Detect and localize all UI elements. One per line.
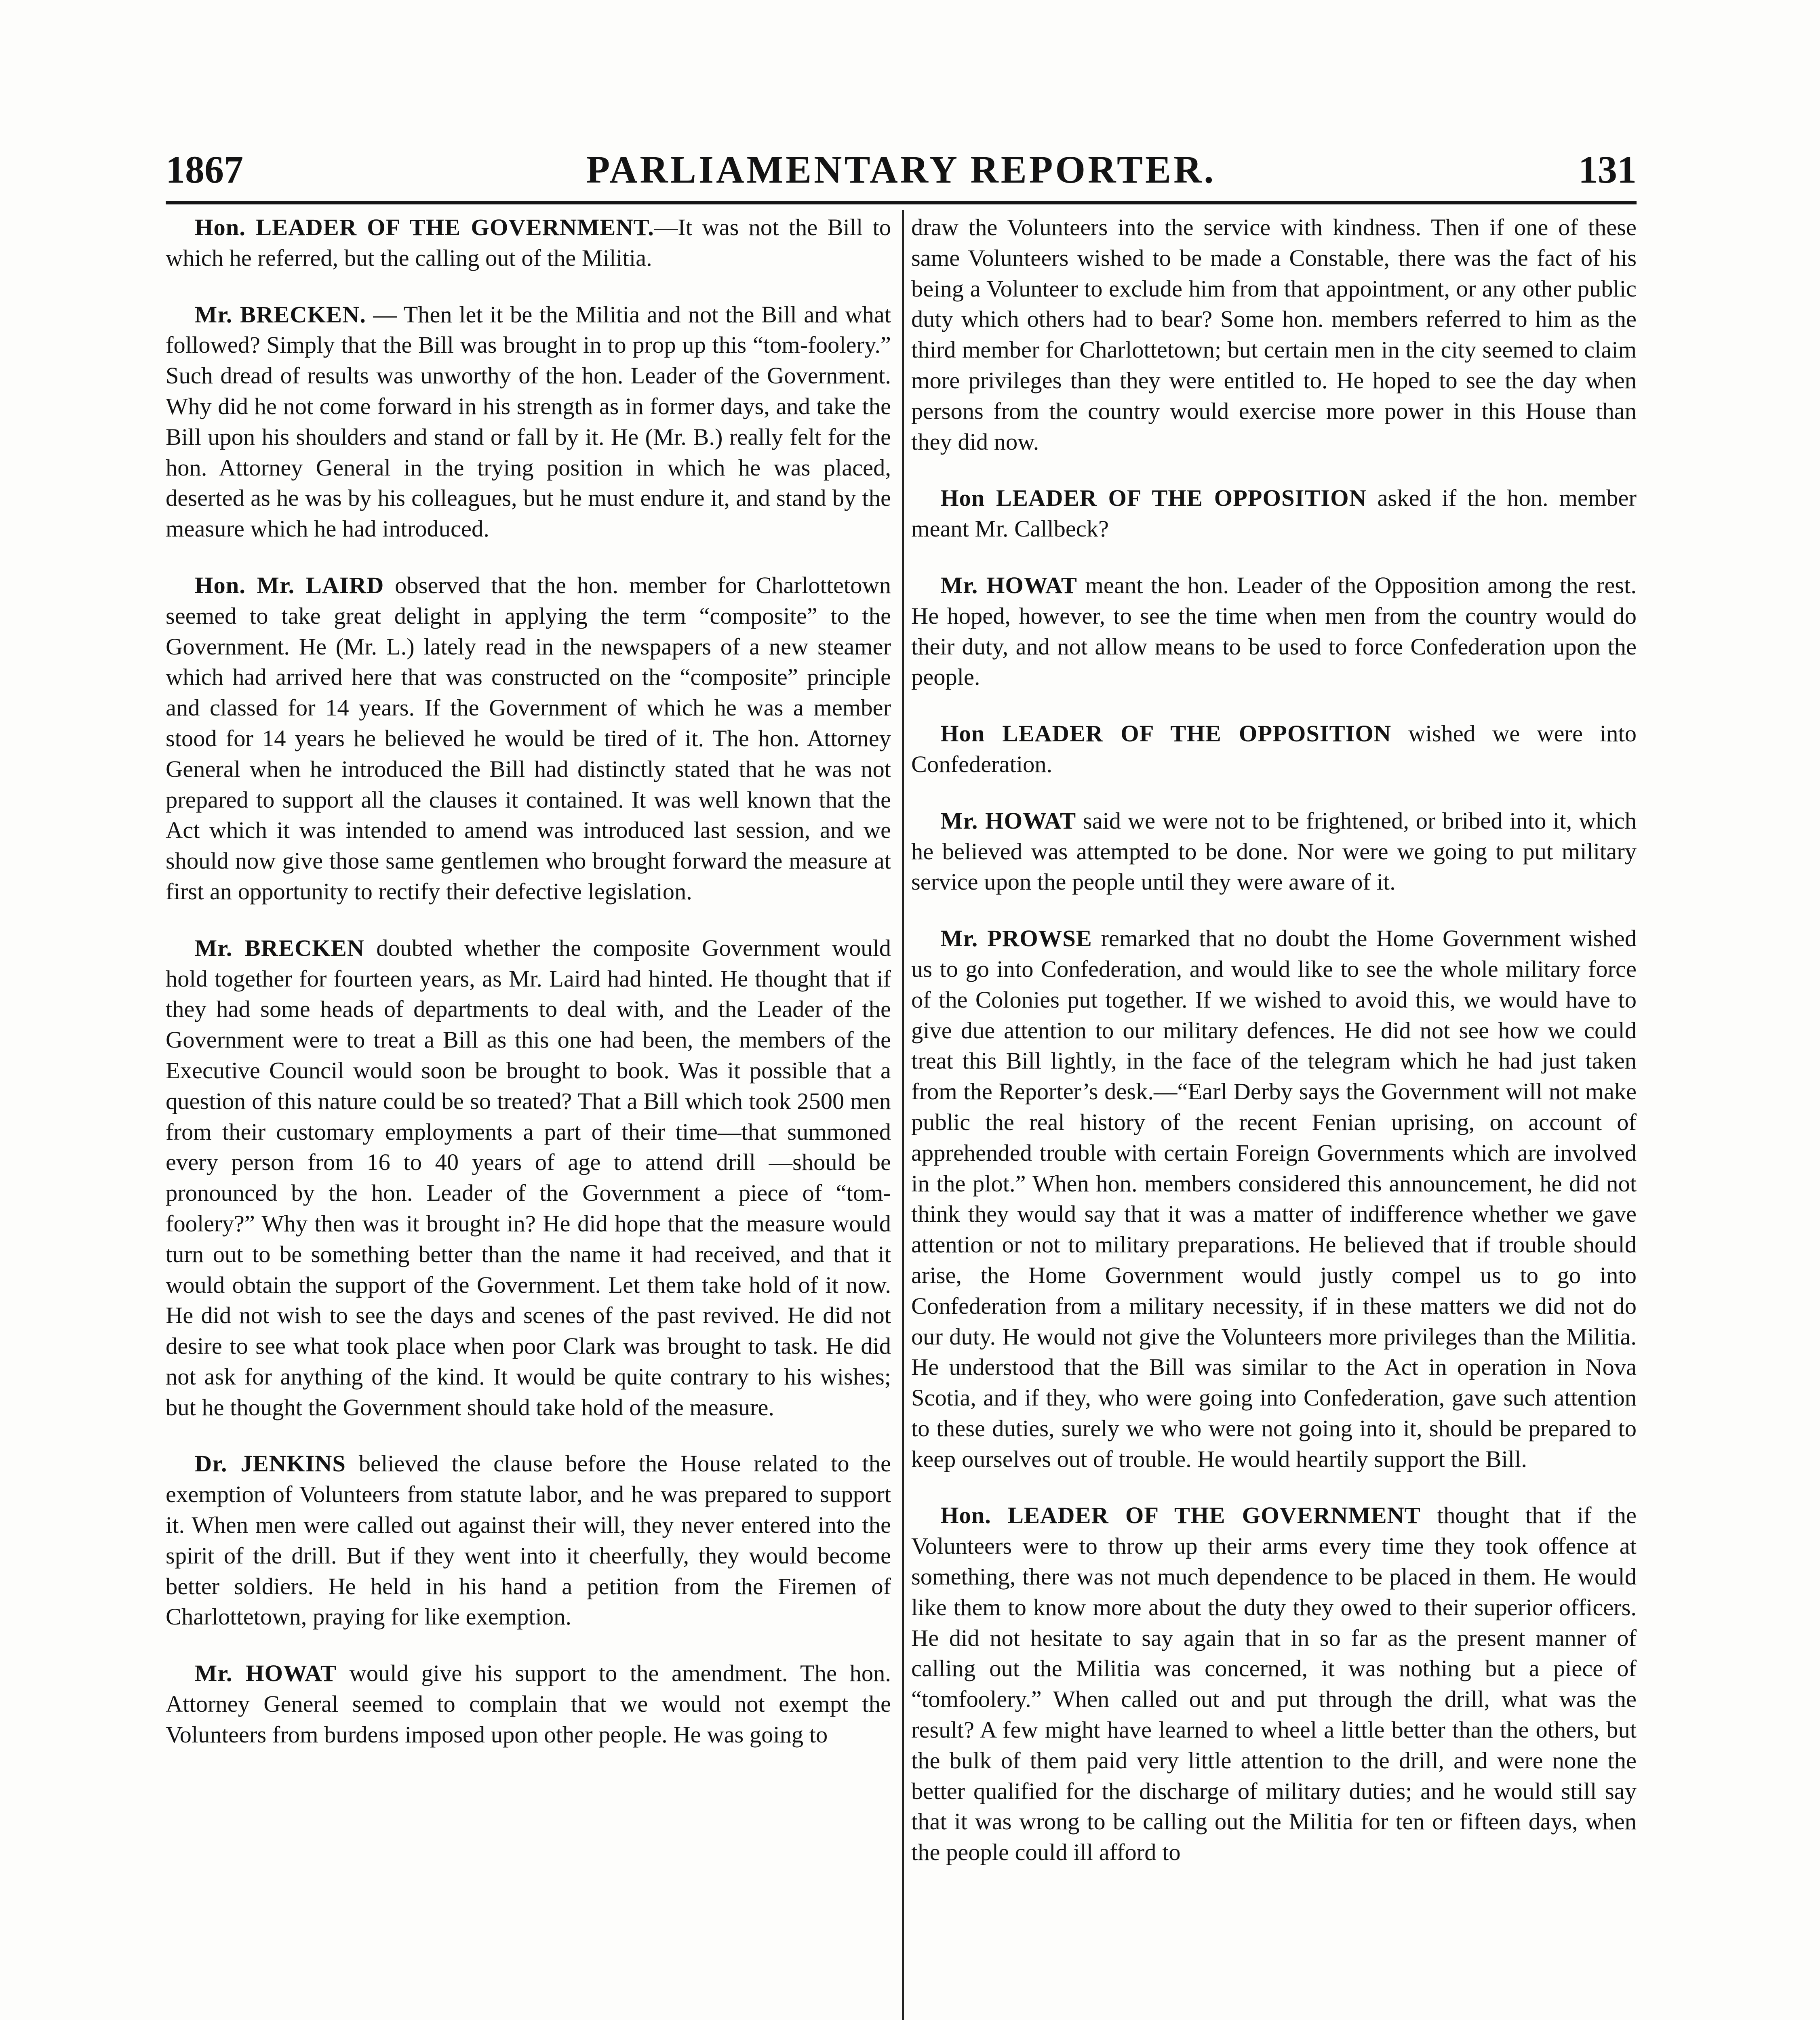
speech-text: thought that if the Volunteers were to throw up their arms every time they took offence at something, there was not much dependence to be placed in them. He would like them to know more about the duty they owed to their superior officers. He did not hesitate to say again that in so far as the present manner of calling out the Militia was concerned, it was nothing but a piece of “tomfoolery.” When called out and put through the drill, what was the result? A few might have learned to wheel a little better than the others, but the bulk of them paid very little attention to the drill, and were none the better qualified for the discharge of military duties; and he would still say that it was wrong to be calling out the Militia for ten or fifteen days, when the people could ill afford to xyxy=(911,1502,1637,1866)
speaker-name: Hon. LEADER OF THE GOVERNMENT xyxy=(940,1502,1421,1529)
speech-paragraph xyxy=(166,299,891,544)
speaker-name: Mr. BRECKEN. xyxy=(195,301,366,328)
page-header-year: 1867 xyxy=(166,148,243,191)
speech-text: meant the hon. Leader of the Opposition among the rest. He hoped, however, to see the time when men from the country would do their duty, and not allow means to be used to force Confederation upon the people. xyxy=(911,572,1637,690)
speech-paragraph xyxy=(911,806,1637,897)
page-number: 131 xyxy=(1578,148,1637,191)
speech-paragraph xyxy=(911,570,1637,692)
speech-paragraph xyxy=(166,1658,891,1750)
speech-text: observed that the hon. member for Charlottetown seemed to take great delight in applying the term “composite” to the Government. He (Mr. L.) lately read in the newspapers of a new steamer which had arrived here that was constructed on the “composite” principle and classed for 14 years. If the Government of which he was a member stood for 14 years he believed he would be tired of it. The hon. Attorney General when he introduced the Bill had distinctly stated that he was not prepared to support all the clauses it contained. It was well known that the Act which it was intended to amend was introduced last session, and we should now give those same gentlemen who brought forward the measure at first an opportunity to rectify their defective legislation. xyxy=(166,572,891,905)
left-column xyxy=(166,212,891,2020)
page-header-title: PARLIAMENTARY REPORTER. xyxy=(586,148,1216,191)
speaker-name: Mr. PROWSE xyxy=(940,925,1092,952)
speech-paragraph xyxy=(166,212,891,274)
speech-paragraph xyxy=(911,1500,1637,1868)
right-column xyxy=(911,212,1637,2020)
speaker-name: Hon LEADER OF THE OPPOSITION xyxy=(940,720,1392,747)
speech-paragraph xyxy=(166,933,891,1423)
speech-paragraph xyxy=(911,483,1637,544)
speaker-name: Mr. HOWAT xyxy=(195,1660,337,1687)
speech-paragraph xyxy=(911,923,1637,1474)
speech-text: wished we were into Confederation. xyxy=(911,720,1637,777)
speaker-name: Hon LEADER OF THE OPPOSITION xyxy=(940,485,1367,511)
speech-paragraph xyxy=(911,718,1637,780)
column-divider xyxy=(902,210,904,2020)
speech-text: said we were not to be frightened, or bribed into it, which he believed was attempted to be done. Nor were we going to put military service upon the people until they were aware of it. xyxy=(911,807,1637,895)
header-rule xyxy=(166,201,1637,204)
speech-text: —It was not the Bill to which he referred, but the calling out of the Militia. xyxy=(166,214,891,271)
speech-text: would give his support to the amendment. The hon. Attorney General seemed to complain that we would not exempt the Volunteers from burdens imposed upon other people. He was going to xyxy=(166,1660,891,1748)
speaker-name: Mr. BRECKEN xyxy=(195,934,364,961)
speech-text: draw the Volunteers into the service with kindness. Then if one of these same Volunteers wished to be made a Constable, there was the fact of his being a Volunteer to exclude him from that appointment, or any other public duty which others had to bear? Some hon. members referred to him as the third member for Charlottetown; but certain men in the city seemed to claim more privileges than they were entitled to. He hoped to see the day when persons from the country would exercise more power in this House than they did now. xyxy=(911,214,1637,455)
speech-paragraph xyxy=(166,570,891,907)
speaker-name: Hon. Mr. LAIRD xyxy=(195,572,384,598)
speech-text: believed the clause before the House related to the exemption of Volunteers from statute labor, and he was prepared to support it. When men were called out against their will, they never entered into the spirit of the drill. But if they went into it cheerfully, they would become better soldiers. He held in his hand a petition from the Firemen of Charlottetown, praying for like exemption. xyxy=(166,1450,891,1630)
speech-continuation xyxy=(911,212,1637,457)
page-header xyxy=(166,145,1637,194)
speech-text: — Then let it be the Militia and not the Bill and what followed? Simply that the Bill was brought in to prop up this “tom-foolery.” Such dread of results was unworthy of the hon. Leader of the Government. Why did he not come forward in his strength as in former days, and take the Bill upon his shoulders and stand or fall by it. He (Mr. B.) really felt for the hon. Attorney General in the trying position in which he was placed, deserted as he was by his colleagues, but he must endure it, and stand by the measure which he had introduced. xyxy=(166,301,891,542)
speech-paragraph xyxy=(166,1448,891,1632)
speaker-name: Mr. HOWAT xyxy=(940,572,1077,598)
speech-text: asked if the hon. member meant Mr. Callbeck? xyxy=(911,485,1637,542)
speaker-name: Mr. HOWAT xyxy=(940,807,1076,834)
speech-text: doubted whether the composite Government would hold together for fourteen years, as Mr. Laird had hinted. He thought that if they had some heads of departments to deal with, and the Leader of the Government were to treat a Bill as this one had been, the members of the Executive Council would soon be brought to book. Was it possible that a question of this nature could be so treated? That a Bill which took 2500 men from their customary employments a part of their time—that summoned every person from 16 to 40 years of age to attend drill —should be pronounced by the hon. Leader of the Government a piece of “tom-foolery?” Why then was it brought in? He did hope that the measure would turn out to be something better than the name it had received, and that it would obtain the support of the Government. Let them take hold of it now. He did not wish to see the days and scenes of the past revived. He did not desire to see what took place when poor Clark was brought to task. He did not ask for anything of the kind. It would be quite contrary to his wishes; but he thought the Government should take hold of the measure. xyxy=(166,934,891,1420)
speaker-name: Hon. LEADER OF THE GOVERNMENT. xyxy=(195,214,654,240)
speaker-name: Dr. JENKINS xyxy=(195,1450,346,1477)
speech-text: remarked that no doubt the Home Government wished us to go into Confederation, and would like to see the whole military force of the Colonies put together. If we wished to avoid this, we would have to give due attention to our military defences. He did not see how we could treat this Bill lightly, in the face of the telegram which he had just taken from the Reporter’s desk.—“Earl Derby says the Government will not make public the real history of the recent Fenian uprising, on account of apprehended trouble with certain Foreign Governments which are involved in the plot.” When hon. members considered this announcement, he did not think they would say that it was a matter of indifference whether we gave attention or not to military preparations. He believed that if trouble should arise, the Home Government would justly compel us to go into Confederation from a military necessity, if in these matters we did not do our duty. He would not give the Volunteers more privileges than the Militia. He understood that the Bill was similar to the Act in operation in Nova Scotia, and if they, who were going into Confederation, gave such attention to these duties, surely we who were not going into it, should be prepared to keep ourselves out of trouble. He would heartily support the Bill. xyxy=(911,925,1637,1472)
